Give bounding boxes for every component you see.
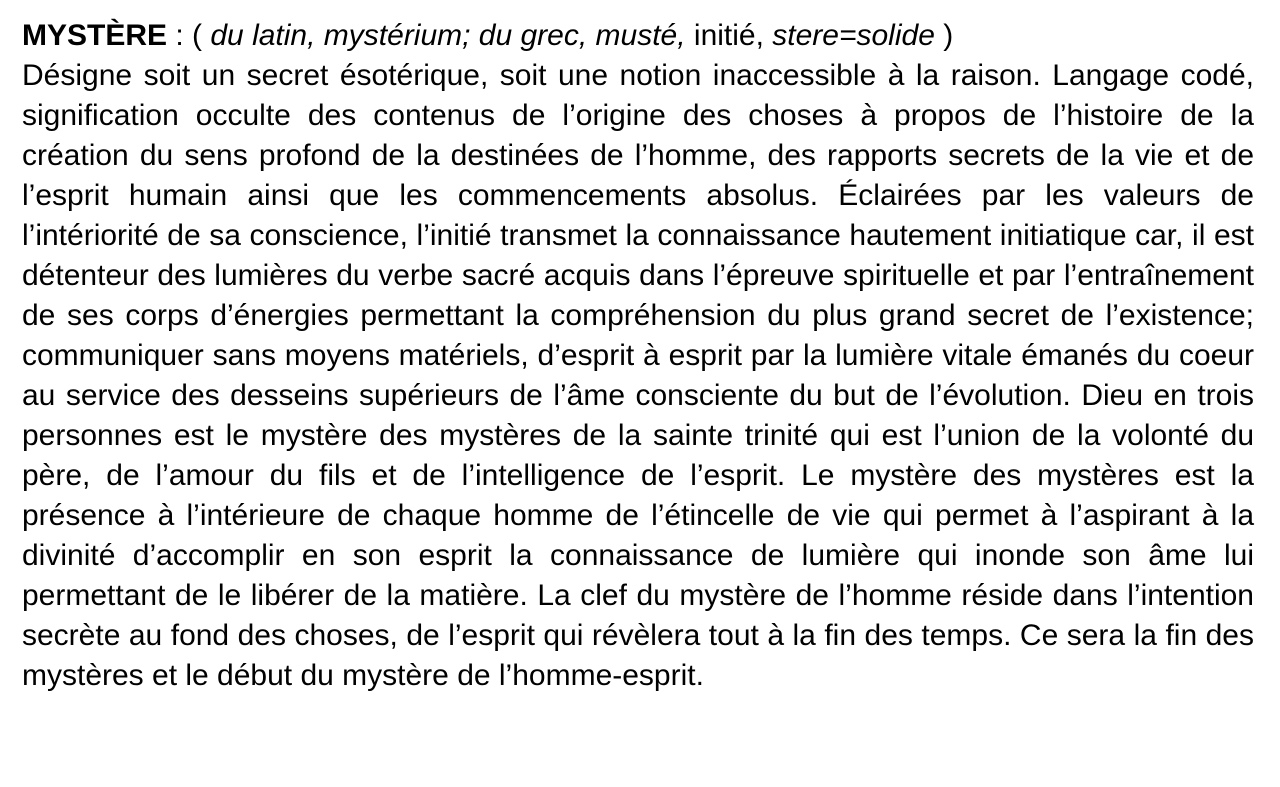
etymology-meaning: initié, [685, 19, 773, 52]
etymology-open: : ( [167, 19, 211, 52]
etymology-close: ) [934, 19, 954, 52]
etymology-root: stere=solide [772, 19, 935, 52]
entry-definition: Désigne soit un secret ésotérique, soit une notion inaccessible à la raison. Langage codé, signification occulte des contenus de l’origine des choses à propos de l’histoire de la création du sens profond de la destinées de l’homme, des rapports secrets de la vie et de l’esprit humain ainsi que les commencements absolus. Éclairées par les valeurs de l’intériorité de sa conscience, l’initié transmet la connaissance hautement initiatique car, il est détenteur des lumières du verbe sacré acquis dans l’épreuve spirituelle et par l’entraînement de ses corps d’énergies permettant la compréhension du plus grand secret de l’existence; communiquer sans moyens matériels, d’esprit à esprit par la lumière vitale émanés du coeur au service des desseins supérieurs de l’âme consciente du but de l’évolution. Dieu en trois personnes est le mystère des mystères de la sainte trinité qui est l’union de la volonté du père, de l’amour du fils et de l’intelligence de l’esprit. Le mystère des mystères est la présence à l’intérieure de chaque homme de l’étincelle de vie qui permet à l’aspirant à la divinité d’accomplir en son esprit la connaissance de lumière qui inonde son âme lui permettant de le libérer de la matière. La clef du mystère de l’homme réside dans l’intention secrète au fond des choses, de l’esprit qui révèlera tout à la fin des temps. Ce sera la fin des mystères et le début du mystère de l’homme-esprit. [22, 59, 1254, 692]
dictionary-entry [22, 16, 1254, 696]
etymology-origin: du latin, mystérium; du grec, musté, [210, 19, 686, 52]
entry-headword: MYSTÈRE [22, 19, 168, 52]
